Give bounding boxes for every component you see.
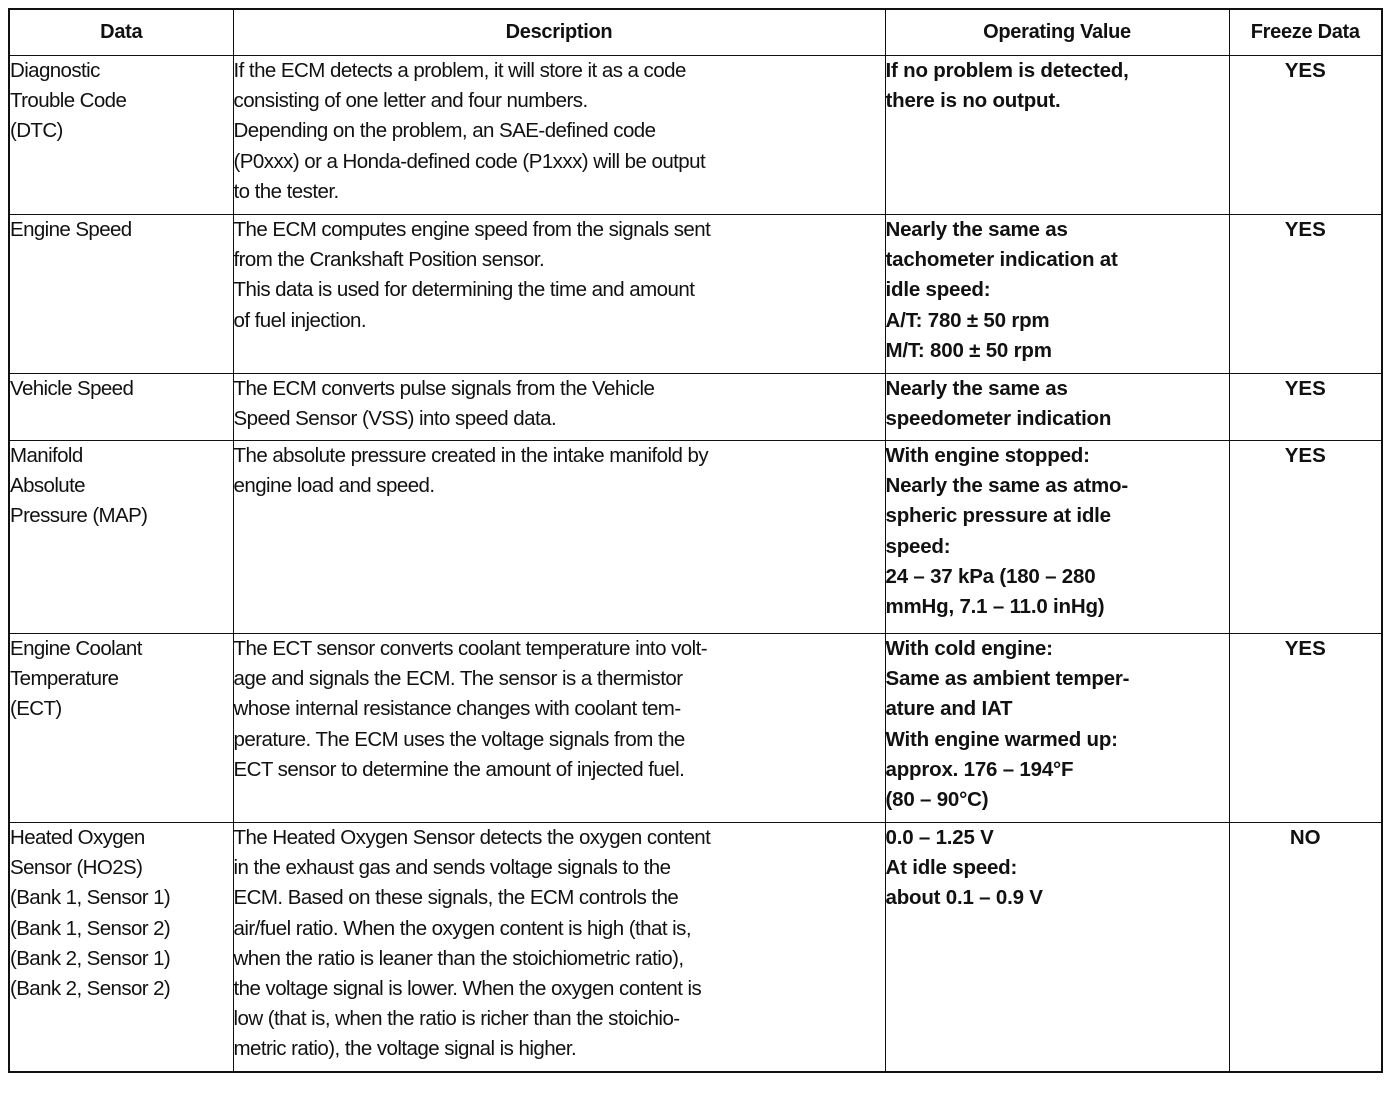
description-cell-line: The ECM computes engine speed from the signals sent [233,218,711,241]
freeze-data-cell: YES [1229,374,1382,441]
header-data: Data [9,9,233,56]
operating-value-cell-line: idle speed: [885,278,991,302]
operating-value-cell-line: approx. 176 – 194°F [885,757,1074,781]
header-row [9,9,1382,56]
operating-value-cell-line: mmHg, 7.1 – 11.0 inHg) [885,595,1105,619]
operating-value-cell-line: Nearly the same as [885,218,1068,241]
description-cell-line: The Heated Oxygen Sensor detects the oxygen content [233,826,711,849]
operating-value-cell-line: speedometer indication [885,407,1112,431]
description-cell-line: consisting of one letter and four numbers. [233,89,588,113]
operating-value-cell-line: With engine warmed up: [885,727,1118,751]
data-name-cell-line: Temperature [10,667,119,691]
data-name-cell-line: Trouble Code [10,89,127,113]
description-cell-line: Depending on the problem, an SAE-defined code [233,119,656,143]
operating-value-cell [885,215,1229,374]
freeze-data-cell: YES [1229,215,1382,374]
operating-value-cell-line: ature and IAT [885,697,1013,721]
description-cell-line: ECT sensor to determine the amount of injected fuel. [233,757,685,781]
data-name-cell [9,441,233,634]
description-cell-line: If the ECM detects a problem, it will store it as a code [233,59,686,82]
table-row [9,441,1382,634]
table-row [9,823,1382,1073]
description-cell [233,634,885,823]
data-name-cell [9,56,233,215]
data-name-cell-line: (Bank 1, Sensor 1) [10,886,171,910]
description-cell [233,215,885,374]
description-cell-line: age and signals the ECM. The sensor is a thermistor [233,667,683,691]
operating-value-cell [885,56,1229,215]
data-name-cell [9,215,233,374]
data-name-cell-line: Absolute [10,474,85,498]
data-name-cell [9,823,233,1073]
table-row [9,215,1382,374]
header-freeze-data: Freeze Data [1229,9,1382,56]
data-name-cell-line: (ECT) [10,697,62,721]
description-cell-line: The absolute pressure created in the intake manifold by [233,444,709,467]
data-name-cell-line: Manifold [10,444,83,467]
operating-value-cell-line: If no problem is detected, [885,59,1129,82]
freeze-data-cell: YES [1229,634,1382,823]
data-name-cell [9,634,233,823]
table-header [9,9,1382,56]
description-cell [233,56,885,215]
operating-value-cell-line: M/T: 800 ± 50 rpm [885,338,1052,362]
table-row [9,374,1382,441]
data-name-cell-line: Engine Coolant [10,637,142,660]
data-name-cell [9,374,233,441]
table-body [9,56,1382,1073]
data-name-cell-line: (Bank 2, Sensor 2) [10,977,171,1001]
description-cell-line: ECM. Based on these signals, the ECM controls the [233,886,679,910]
freeze-data-cell: YES [1229,56,1382,215]
freeze-data-cell: NO [1229,823,1382,1073]
operating-value-cell [885,823,1229,1073]
description-cell-line: the voltage signal is lower. When the oxygen content is [233,977,702,1001]
data-name-cell-line: Vehicle Speed [10,377,134,400]
table-row [9,634,1382,823]
freeze-data-cell: YES [1229,441,1382,634]
description-cell-line: The ECM converts pulse signals from the Vehicle [233,377,655,400]
description-cell-line: to the tester. [233,179,339,203]
table-row [9,56,1382,215]
data-name-cell-line: (Bank 2, Sensor 1) [10,946,171,970]
operating-value-cell-line: tachometer indication at [885,248,1118,272]
operating-value-cell-line: A/T: 780 ± 50 rpm [885,308,1050,332]
operating-value-cell-line: Nearly the same as [885,377,1068,400]
operating-value-cell-line: Nearly the same as atmo- [885,474,1128,498]
description-cell [233,823,885,1073]
operating-value-cell [885,441,1229,634]
data-name-cell-line: Sensor (HO2S) [10,856,143,880]
operating-value-cell [885,634,1229,823]
data-name-cell-line: (DTC) [10,119,63,143]
description-cell [233,441,885,634]
description-cell-line: Speed Sensor (VSS) into speed data. [233,407,557,431]
description-cell-line: low (that is, when the ratio is richer than the stoichio- [233,1007,680,1031]
description-cell-line: metric ratio), the voltage signal is higher. [233,1037,577,1061]
operating-value-cell-line: At idle speed: [885,856,1018,880]
data-name-cell-line: Engine Speed [10,218,132,241]
description-cell-line: perature. The ECM uses the voltage signals from the [233,727,685,751]
operating-value-cell-line: (80 – 90°C) [885,788,989,812]
description-cell-line: The ECT sensor converts coolant temperature into volt- [233,637,708,660]
operating-value-cell-line: 24 – 37 kPa (180 – 280 [885,564,1096,588]
data-name-cell-line: Pressure (MAP) [10,504,148,528]
data-list-table [8,8,1383,1073]
description-cell-line: air/fuel ratio. When the oxygen content is high (that is, [233,916,691,940]
data-name-cell-line: Heated Oxygen [10,826,145,849]
operating-value-cell-line: 0.0 – 1.25 V [885,826,994,849]
description-cell-line: whose internal resistance changes with coolant tem- [233,697,681,721]
description-cell-line: when the ratio is leaner than the stoichiometric ratio), [233,946,684,970]
operating-value-cell-line: Same as ambient temper- [885,667,1130,691]
operating-value-cell-line: about 0.1 – 0.9 V [885,886,1043,910]
header-operating-value: Operating Value [885,9,1229,56]
data-name-cell-line: (Bank 1, Sensor 2) [10,916,171,940]
description-cell-line: (P0xxx) or a Honda-defined code (P1xxx) will be output [233,149,706,173]
description-cell [233,374,885,441]
description-cell-line: engine load and speed. [233,474,435,498]
operating-value-cell [885,374,1229,441]
description-cell-line: This data is used for determining the time and amount [233,278,695,302]
operating-value-cell-line: With engine stopped: [885,444,1090,467]
operating-value-cell-line: there is no output. [885,89,1061,113]
operating-value-cell-line: With cold engine: [885,637,1053,660]
operating-value-cell-line: spheric pressure at idle [885,504,1111,528]
description-cell-line: of fuel injection. [233,308,367,332]
description-cell-line: from the Crankshaft Position sensor. [233,248,545,272]
operating-value-cell-line: speed: [885,534,951,558]
description-cell-line: in the exhaust gas and sends voltage signals to the [233,856,671,880]
header-description: Description [233,9,885,56]
data-name-cell-line: Diagnostic [10,59,100,82]
